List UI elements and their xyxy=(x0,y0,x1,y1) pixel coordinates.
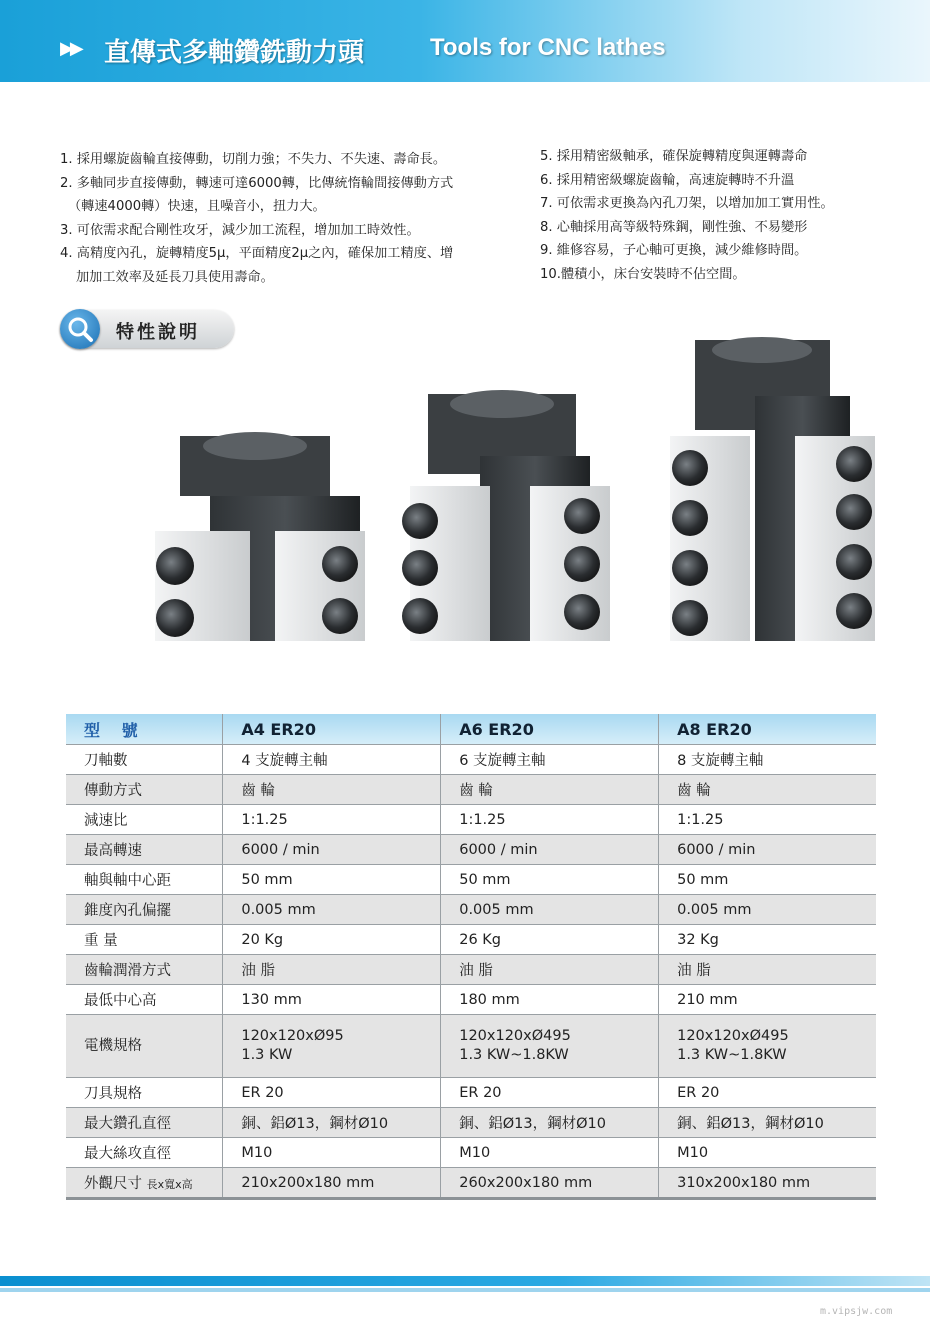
table-row xyxy=(66,1078,876,1108)
spec-table xyxy=(66,714,876,1200)
header-model: A4 ER20 xyxy=(223,714,441,745)
cell xyxy=(659,1015,876,1078)
table-row xyxy=(66,805,876,835)
row-label: 電機規格 xyxy=(66,1015,223,1078)
cell: 50 mm xyxy=(659,865,876,895)
row-label: 最低中心高 xyxy=(66,985,223,1015)
watermark: m.vipsjw.com xyxy=(820,1306,893,1317)
page-title-english: Tools for CNC lathes xyxy=(430,34,666,61)
feature-item: 3. 可依需求配合剛性攻牙，減少加工流程，增加加工時效性。 xyxy=(60,222,420,238)
cell: 0.005 mm xyxy=(223,895,441,925)
cell: 6000 / min xyxy=(441,835,659,865)
row-label: 最大絲攻直徑 xyxy=(66,1138,223,1168)
page-header xyxy=(0,0,930,82)
cell: 20 Kg xyxy=(223,925,441,955)
feature-list-right xyxy=(540,145,920,286)
cell: 1:1.25 xyxy=(659,805,876,835)
page-title-chinese: 直傳式多軸鑽銑動力頭 xyxy=(104,38,365,68)
cell-line: 1.3 KW~1.8KW xyxy=(677,1047,787,1063)
row-label-note: 長x寬x高 xyxy=(146,1178,193,1191)
cell xyxy=(223,1015,441,1078)
row-label: 齒輪潤滑方式 xyxy=(66,955,223,985)
features-badge-label: 特性說明 xyxy=(116,322,200,343)
row-label xyxy=(66,1168,223,1199)
product-a6-photo xyxy=(402,390,610,641)
cell-line: 1.3 KW~1.8KW xyxy=(459,1047,569,1063)
cell: ER 20 xyxy=(441,1078,659,1108)
spec-table-header xyxy=(66,714,876,745)
row-label-main: 外觀尺寸 xyxy=(84,1176,142,1192)
cell: 銅、鋁Ø13，鋼材Ø10 xyxy=(441,1108,659,1138)
table-row xyxy=(66,1138,876,1168)
cell xyxy=(441,1015,659,1078)
cell: 50 mm xyxy=(441,865,659,895)
cell: 26 Kg xyxy=(441,925,659,955)
cell: 1:1.25 xyxy=(441,805,659,835)
cell: 0.005 mm xyxy=(441,895,659,925)
footer-strip xyxy=(0,1288,930,1292)
product-photos xyxy=(150,336,890,676)
feature-item: 10.體積小，床台安裝時不佔空間。 xyxy=(540,266,746,282)
double-arrow-icon: ▶▶ xyxy=(60,38,80,59)
table-row xyxy=(66,865,876,895)
feature-item: 5. 採用精密級軸承，確保旋轉精度與運轉壽命 xyxy=(540,149,808,164)
cell-line: 120x120xØ95 xyxy=(241,1028,344,1044)
cell: 油 脂 xyxy=(441,955,659,985)
table-row xyxy=(66,835,876,865)
cell-line: 120x120xØ495 xyxy=(677,1028,789,1044)
cell: 0.005 mm xyxy=(659,895,876,925)
row-label: 刀具規格 xyxy=(66,1078,223,1108)
table-row xyxy=(66,955,876,985)
cell: 8 支旋轉主軸 xyxy=(659,745,876,775)
cell: 4 支旋轉主軸 xyxy=(223,745,441,775)
header-label: 型 號 xyxy=(66,714,223,745)
cell: 6000 / min xyxy=(659,835,876,865)
cell: 齒 輪 xyxy=(659,775,876,805)
feature-item: 6. 採用精密級螺旋齒輪，高速旋轉時不升溫 xyxy=(540,172,795,188)
feature-item: 4. 高精度內孔，旋轉精度5μ，平面精度2μ之內，確保加工精度、增 xyxy=(60,246,454,261)
feature-list-left xyxy=(60,148,530,289)
cell: 310x200x180 mm xyxy=(659,1168,876,1199)
cell: 50 mm xyxy=(223,865,441,895)
cell: M10 xyxy=(659,1138,876,1168)
table-row xyxy=(66,1108,876,1138)
footer-bar xyxy=(0,1276,930,1286)
table-row xyxy=(66,985,876,1015)
cell: 齒 輪 xyxy=(441,775,659,805)
cell: 銅、鋁Ø13，鋼材Ø10 xyxy=(223,1108,441,1138)
product-a8-photo xyxy=(670,337,875,641)
row-label: 最大鑽孔直徑 xyxy=(66,1108,223,1138)
feature-item: 7. 可依需求更換為內孔刀架，以增加加工實用性。 xyxy=(540,196,834,211)
table-row xyxy=(66,925,876,955)
header-model: A8 ER20 xyxy=(659,714,876,745)
table-row xyxy=(66,775,876,805)
row-label: 最高轉速 xyxy=(66,835,223,865)
cell: 210x200x180 mm xyxy=(223,1168,441,1199)
table-row xyxy=(66,1168,876,1199)
feature-item: 加加工效率及延長刀具使用壽命。 xyxy=(76,269,274,285)
cell: 180 mm xyxy=(441,985,659,1015)
cell: 32 Kg xyxy=(659,925,876,955)
cell: 6 支旋轉主軸 xyxy=(441,745,659,775)
cell: 260x200x180 mm xyxy=(441,1168,659,1199)
feature-item: 9. 維修容易，子心軸可更換，減少維修時間。 xyxy=(540,243,808,258)
cell: 130 mm xyxy=(223,985,441,1015)
row-label: 重 量 xyxy=(66,925,223,955)
cell-line: 120x120xØ495 xyxy=(459,1028,571,1044)
cell: 210 mm xyxy=(659,985,876,1015)
feature-item: 2. 多軸同步直接傳動，轉速可達6000轉，比傳統惰輪間接傳動方式 xyxy=(60,175,454,191)
table-row xyxy=(66,1015,876,1078)
header-model: A6 ER20 xyxy=(441,714,659,745)
cell: 銅、鋁Ø13，鋼材Ø10 xyxy=(659,1108,876,1138)
product-a4-photo xyxy=(155,432,365,641)
cell: 6000 / min xyxy=(223,835,441,865)
feature-item: 1. 採用螺旋齒輪直接傳動，切削力強；不失力、不失速、壽命長。 xyxy=(60,152,447,167)
row-label: 刀軸數 xyxy=(66,745,223,775)
table-row xyxy=(66,745,876,775)
cell: M10 xyxy=(441,1138,659,1168)
cell: 油 脂 xyxy=(659,955,876,985)
cell: ER 20 xyxy=(223,1078,441,1108)
row-label: 錐度內孔偏擺 xyxy=(66,895,223,925)
feature-item: （轉速4000轉）快速，且噪音小，扭力大。 xyxy=(68,199,326,214)
row-label: 傳動方式 xyxy=(66,775,223,805)
cell: 油 脂 xyxy=(223,955,441,985)
cell: ER 20 xyxy=(659,1078,876,1108)
row-label: 減速比 xyxy=(66,805,223,835)
cell: 1:1.25 xyxy=(223,805,441,835)
row-label: 軸與軸中心距 xyxy=(66,865,223,895)
cell: 齒 輪 xyxy=(223,775,441,805)
cell-line: 1.3 KW xyxy=(241,1047,293,1063)
table-row xyxy=(66,895,876,925)
cell: M10 xyxy=(223,1138,441,1168)
magnifier-icon xyxy=(60,309,100,349)
feature-item: 8. 心軸採用高等級特殊鋼，剛性強、不易變形 xyxy=(540,219,808,235)
